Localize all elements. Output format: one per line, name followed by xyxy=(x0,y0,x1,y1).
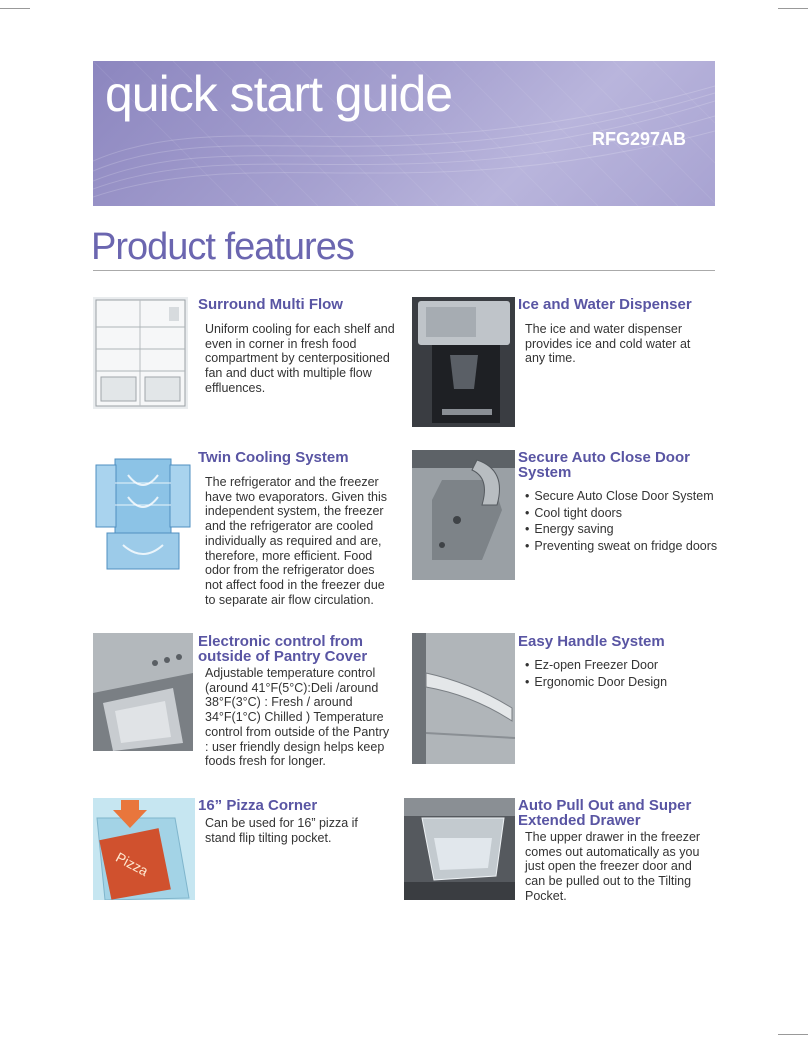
model-number: RFG297AB xyxy=(591,129,686,149)
feature-title-twin-cooling: Twin Cooling System xyxy=(198,449,349,466)
feature-title-auto-pull-out: Auto Pull Out and Super Extended Drawer xyxy=(518,797,692,829)
list-item: • Ez-open Freezer Door xyxy=(525,657,725,674)
door-handle-photo xyxy=(412,633,515,764)
crop-mark xyxy=(778,8,808,9)
feature-body-auto-pull-out: The upper drawer in the freezer comes out automatically as you just open the freezer door and can be pulled out to the Tilting Pocket. xyxy=(525,830,701,903)
feature-title-ice-water-dispenser: Ice and Water Dispenser xyxy=(518,296,692,313)
feature-body-electronic-control: Adjustable temperature control (around 41°F(5°C):Deli /around 38°F(3°C) : Fresh / around 34°F(1°C) Chilled ) Temperature control from outside of the Pantry : user friendly design helps keep foods fresh for longer. xyxy=(205,666,390,769)
guide-title: quick start guide xyxy=(105,66,453,122)
auto-close-hinge-photo xyxy=(412,450,515,580)
crop-mark xyxy=(0,8,30,9)
list-item: • Cool tight doors xyxy=(525,505,725,522)
pull-out-drawer-photo xyxy=(404,798,515,900)
feature-title-pizza-corner: 16” Pizza Corner xyxy=(198,797,318,814)
feature-title-electronic-control: Electronic control from outside of Pantry Cover xyxy=(198,633,368,665)
twin-cooling-photo xyxy=(93,455,193,572)
list-item: • Preventing sweat on fridge doors xyxy=(525,538,725,555)
feature-body-ice-water-dispenser: The ice and water dispenser provides ice and cold water at any time. xyxy=(525,322,691,366)
feature-bullets-secure-auto-close xyxy=(525,488,725,554)
feature-body-twin-cooling: The refrigerator and the freezer have two evaporators. Given this independent system, the freezer and the refrigerator are cooled individually as required and are, therefore, more efficient. Food odor from the refrigerator does not affect food in the freezer due to separate air flow circulation. xyxy=(205,475,388,607)
pizza-corner-photo xyxy=(93,798,195,900)
list-item: • Secure Auto Close Door System xyxy=(525,488,725,505)
section-title: Product features xyxy=(91,226,354,268)
feature-body-pizza-corner: Can be used for 16” pizza if stand flip tilting pocket. xyxy=(205,816,358,845)
list-item: • Ergonomic Door Design xyxy=(525,674,725,691)
list-item: • Energy saving xyxy=(525,521,725,538)
pantry-control-photo xyxy=(93,633,193,751)
header-banner xyxy=(93,61,715,206)
feature-title-surround-multi-flow: Surround Multi Flow xyxy=(198,296,343,313)
crop-mark xyxy=(778,1034,808,1035)
pizza-box-label: Pizza xyxy=(113,848,151,880)
section-divider xyxy=(93,270,715,271)
feature-title-secure-auto-close: Secure Auto Close Door System xyxy=(518,449,690,481)
feature-bullets-easy-handle xyxy=(525,657,725,690)
dispenser-photo xyxy=(412,297,515,427)
feature-title-easy-handle: Easy Handle System xyxy=(518,633,665,650)
fridge-interior-photo xyxy=(93,297,188,409)
feature-body-surround-multi-flow: Uniform cooling for each shelf and even in corner in fresh food compartment by centerpositioned fan and duct with multiple flow effluences. xyxy=(205,322,395,395)
